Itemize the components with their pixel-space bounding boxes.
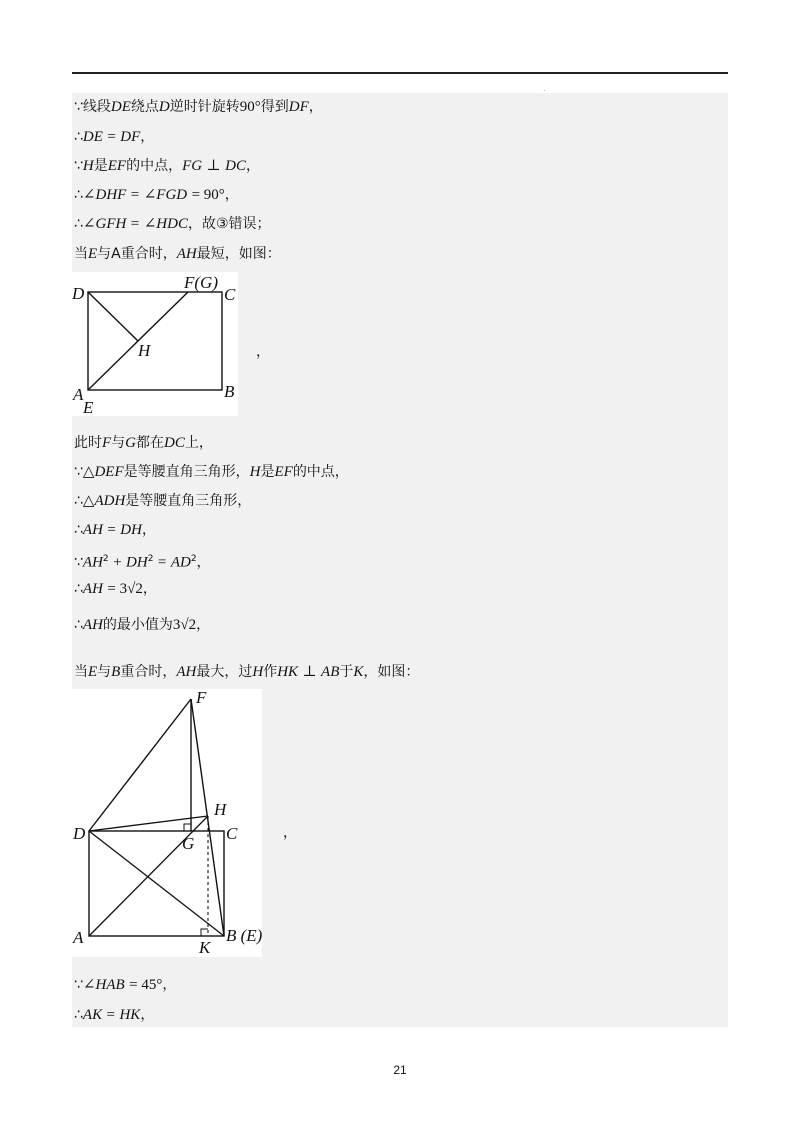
header-dot: . bbox=[543, 84, 546, 93]
label-H: H bbox=[138, 341, 151, 360]
label-E: E bbox=[83, 398, 94, 416]
line-7: 此时F与G都在DC上， bbox=[74, 435, 213, 451]
figure-1 bbox=[72, 272, 238, 416]
line-15: ∵∠HAB = 45°， bbox=[74, 977, 177, 993]
diagonal-DB bbox=[89, 831, 224, 936]
line-1: ∵线段DE绕点D逆时针旋转90°得到DF， bbox=[74, 99, 323, 115]
figure-1-comma: ， bbox=[256, 344, 270, 360]
label-A: A bbox=[73, 928, 84, 947]
line-9: ∴△ADH是等腰直角三角形， bbox=[74, 493, 252, 509]
line-16: ∴AK = HK， bbox=[74, 1007, 155, 1023]
label-B-E: B (E) bbox=[226, 926, 262, 945]
segment-DH bbox=[88, 292, 138, 341]
line-12: ∴AH = 3√2， bbox=[74, 581, 157, 597]
line-5: ∴∠GFH = ∠HDC，故③错误； bbox=[74, 216, 271, 232]
line-13: ∴AH的最小值为3√2， bbox=[74, 617, 211, 633]
label-D: D bbox=[72, 284, 85, 303]
label-C: C bbox=[224, 285, 236, 304]
line-4: ∴∠DHF = ∠FGD = 90°， bbox=[74, 187, 239, 203]
figure-2-svg bbox=[72, 689, 262, 957]
label-K: K bbox=[199, 938, 211, 957]
label-A: A bbox=[73, 385, 84, 404]
line-8: ∵△DEF是等腰直角三角形，H是EF的中点， bbox=[74, 464, 349, 480]
header-rule bbox=[72, 72, 728, 74]
line-11: $\because AH^2 + DH^2 = AD^2$， bbox=[74, 554, 211, 571]
figure-1-svg bbox=[72, 272, 238, 416]
figure-2-comma: ， bbox=[283, 825, 297, 841]
right-angle-K bbox=[201, 929, 208, 936]
page-number: 21 bbox=[393, 1063, 407, 1077]
line-2: ∴DE = DF， bbox=[74, 129, 155, 145]
line-14: 当E与B重合时，AH最大，过H作HK ⊥ AB于K，如图： bbox=[74, 664, 420, 680]
label-D: D bbox=[73, 824, 86, 843]
label-F: F bbox=[196, 689, 207, 707]
label-G: G bbox=[182, 834, 195, 853]
label-C: C bbox=[226, 824, 238, 843]
label-B: B bbox=[224, 382, 235, 401]
label-F-G: F(G) bbox=[184, 273, 218, 292]
line-10: ∴AH = DH， bbox=[74, 522, 156, 538]
label-H: H bbox=[214, 800, 227, 819]
figure-2 bbox=[72, 689, 262, 957]
segment-DF bbox=[89, 699, 191, 831]
line-3: ∵H是EF的中点，FG ⊥ DC， bbox=[74, 158, 260, 174]
rectangle-ABCD bbox=[88, 292, 222, 390]
line-6: 当E与A重合时，AH最短，如图： bbox=[74, 246, 281, 262]
right-angle-G bbox=[184, 824, 191, 831]
